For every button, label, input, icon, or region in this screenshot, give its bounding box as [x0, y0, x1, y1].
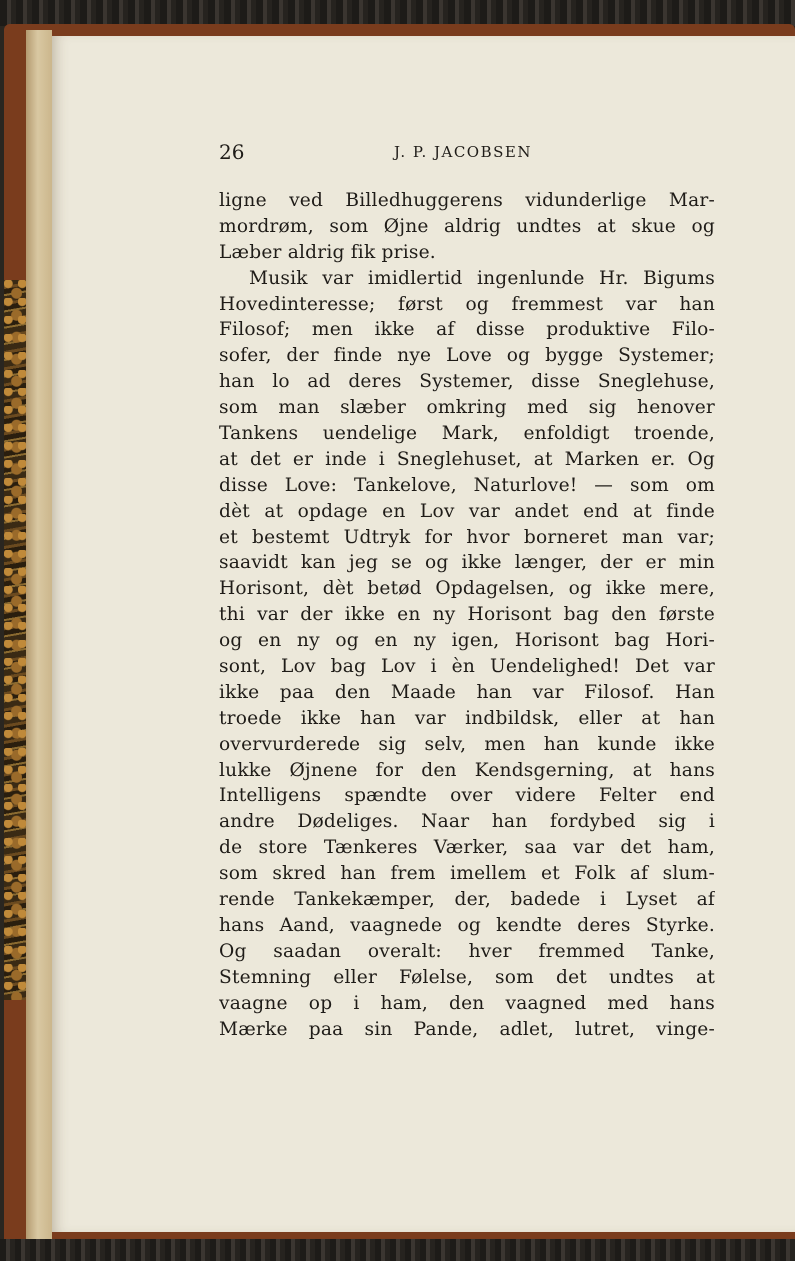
text-line: saavidt kan jeg se og ikke længer, der er min [219, 552, 715, 574]
text-line: Filosof; men ikke af disse produktive Filo- [219, 319, 715, 341]
text-line: dèt at opdage en Lov var andet end at finde [219, 500, 715, 522]
text-line: rende Tankekæmper, der, badede i Lyset af [219, 889, 715, 911]
text-line: Tankens uendelige Mark, enfoldigt troende, [219, 423, 715, 445]
text-line: vaagne op i ham, den vaagned med hans [219, 992, 715, 1014]
text-line: et bestemt Udtryk for hvor borneret man var; [219, 526, 715, 548]
text-line: troede ikke han var indbildsk, eller at han [219, 707, 715, 729]
body-text [219, 188, 715, 1042]
text-line: han lo ad deres Systemer, disse Sneglehuse, [219, 371, 715, 393]
page-number: 26 [219, 140, 245, 164]
text-line: Mærke paa sin Pande, adlet, lutret, vinge- [219, 1018, 715, 1040]
text-line: Og saadan overalt: hver fremmed Tanke, [219, 940, 715, 962]
text-line: Musik var imidlertid ingenlunde Hr. Bigums [249, 267, 715, 289]
page-edge-bottom [0, 1239, 795, 1261]
text-line: Læber aldrig fik prise. [219, 241, 436, 263]
page-gutter [26, 30, 52, 1240]
page-edge-top [0, 0, 795, 26]
text-line: andre Dødeliges. Naar han fordybed sig i [219, 811, 715, 833]
text-line: som man slæber omkring med sig henover [219, 397, 715, 419]
text-line: hans Aand, vaagnede og kendte deres Styrke. [219, 914, 715, 936]
text-line: lukke Øjnene for den Kendsgerning, at hans [219, 759, 715, 781]
text-line: ligne ved Billedhuggerens vidunderlige Mar- [219, 190, 715, 211]
text-line: Intelligens spændte over videre Felter end [219, 785, 715, 807]
text-line: overvurderede sig selv, men han kunde ikke [219, 733, 715, 755]
text-line: sofer, der finde nye Love og bygge Systemer; [219, 345, 715, 367]
text-line: mordrøm, som Øjne aldrig undtes at skue og [219, 215, 715, 237]
page-header [219, 140, 749, 166]
running-head: J. P. JACOBSEN [394, 143, 532, 161]
text-line: sont, Lov bag Lov i èn Uendelighed! Det var [219, 656, 715, 678]
text-line: ikke paa den Maade han var Filosof. Han [219, 681, 715, 703]
text-line: de store Tænkeres Værker, saa var det ham, [219, 837, 715, 859]
text-line: Stemning eller Følelse, som det undtes at [219, 966, 715, 988]
text-line: thi var der ikke en ny Horisont bag den første [219, 604, 715, 626]
text-line: disse Love: Tankelove, Naturlove! — som om [219, 474, 715, 496]
text-line: som skred han frem imellem et Folk af slum- [219, 863, 715, 885]
text-line: og en ny og en ny igen, Horisont bag Hori- [219, 630, 715, 652]
text-line: Hovedinteresse; først og fremmest var han [219, 293, 715, 315]
text-line: Horisont, dèt betød Opdagelsen, og ikke mere, [219, 578, 715, 600]
text-line: at det er inde i Sneglehuset, at Marken er. Og [219, 448, 715, 470]
